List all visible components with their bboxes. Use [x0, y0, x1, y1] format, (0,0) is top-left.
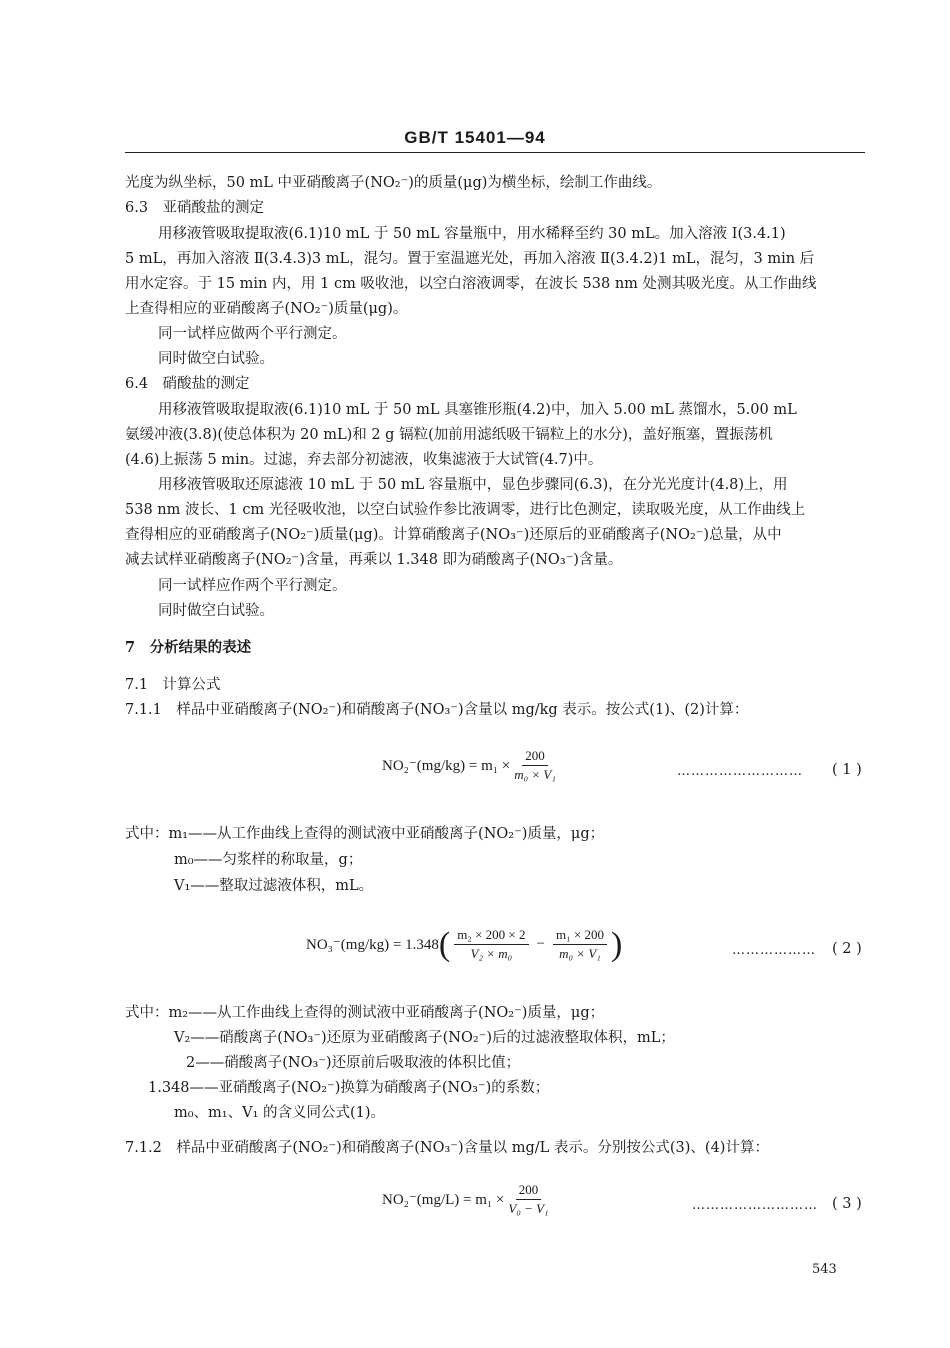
- header-rule: [125, 152, 865, 153]
- paragraph-line: 用水定容。于 15 min 内，用 1 cm 吸收池，以空白溶液调零，在波长 538 nm 处测其吸光度。从工作曲线: [125, 276, 817, 292]
- where-line: V₁——整取过滤液体积，mL。: [174, 878, 374, 894]
- equation-2: [306, 927, 622, 962]
- equation-2-numerator-1: m₂ × 200 × 2: [454, 927, 528, 945]
- where-line: 1.348——亚硝酸离子(NO₂⁻)换算为硝酸离子(NO₃⁻)的系数；: [148, 1080, 550, 1096]
- equation-1-fraction: [514, 748, 556, 783]
- paragraph-line: 5 mL，再加入溶液 Ⅱ(3.4.3)3 mL，混匀。置于室温遮光处，再加入溶液 Ⅱ(3.4.2)1 mL，混匀，3 min 后: [125, 251, 815, 267]
- equation-2-leader: ………………: [732, 943, 816, 958]
- paragraph-line: 538 nm 波长、1 cm 光径吸收池，以空白试验作参比液调零，进行比色测定，读取吸光度，从工作曲线上: [125, 502, 806, 518]
- equation-3-leader: ………………………: [692, 1198, 818, 1213]
- equation-1-numerator: 200: [522, 748, 548, 766]
- paragraph-line: 同时做空白试验。: [158, 603, 274, 619]
- section-6-3-title: 6.3 亚硝酸盐的测定: [125, 200, 265, 216]
- paragraph-line: 减去试样亚硝酸离子(NO₂⁻)含量，再乘以 1.348 即为硝酸离子(NO₃⁻)含量。: [125, 552, 623, 568]
- paragraph-line: 同一试样应做两个平行测定。: [158, 326, 347, 342]
- equation-3: [382, 1182, 553, 1217]
- section-6-4-title: 6.4 硝酸盐的测定: [125, 376, 250, 392]
- where-line: 式中：m₂——从工作曲线上查得的测试液中亚硝酸离子(NO₂⁻)质量，μg；: [125, 1005, 605, 1021]
- equation-2-fraction-1: [454, 927, 528, 962]
- where-line: m₀、m₁、V₁ 的含义同公式(1)。: [174, 1105, 386, 1121]
- equation-2-number: ( 2 ): [832, 941, 862, 957]
- paragraph-line: 用移液管吸取还原滤液 10 mL 于 50 mL 容量瓶中，显色步骤同(6.3)，在分光光度计(4.8)上，用: [158, 477, 788, 493]
- document-header: GB/T 15401—94: [404, 128, 546, 147]
- equation-2-open-paren: (: [438, 925, 451, 963]
- paragraph-line: (4.6)上振荡 5 min。过滤，弃去部分初滤液，收集滤液于大试管(4.7)中。: [125, 452, 603, 468]
- paragraph-line: 光度为纵坐标，50 mL 中亚硝酸离子(NO₂⁻)的质量(μg)为横坐标，绘制工作曲线。: [125, 175, 662, 191]
- equation-2-denominator-1: V₂ × m₀: [470, 946, 513, 961]
- equation-1-number: ( 1 ): [832, 762, 862, 778]
- equation-2-lhs: NO₃⁻(mg/kg) = 1.348: [306, 937, 439, 953]
- equation-2-numerator-2: m₁ × 200: [553, 927, 607, 945]
- paragraph-line: 用移液管吸取提取液(6.1)10 mL 于 50 mL 容量瓶中，用水稀释至约 30 mL。加入溶液 Ⅰ(3.4.1): [158, 226, 786, 242]
- paragraph-line: 同时做空白试验。: [158, 351, 274, 367]
- paragraph-line: 氨缓冲液(3.8)(使总体积为 20 mL)和 2 g 镉粒(加前用滤纸吸干镉粒上的水分)，盖好瓶塞，置振荡机: [125, 427, 773, 443]
- equation-3-numerator: 200: [516, 1182, 542, 1200]
- paragraph-line: 查得相应的亚硝酸离子(NO₂⁻)质量(μg)。计算硝酸离子(NO₃⁻)还原后的亚硝酸离子(NO₂⁻)总量，从中: [125, 527, 782, 543]
- equation-2-close-paren: ): [610, 925, 623, 963]
- paragraph-line: 同一试样应作两个平行测定。: [158, 578, 347, 594]
- equation-2-fraction-2: [553, 927, 607, 962]
- equation-3-fraction: [508, 1182, 548, 1217]
- equation-2-denominator-2: m₀ × V₁: [559, 946, 601, 961]
- where-line: 式中：m₁——从工作曲线上查得的测试液中亚硝酸离子(NO₂⁻)质量，μg；: [125, 826, 605, 842]
- equation-3-lhs: NO₂⁻(mg/L) = m₁ ×: [382, 1192, 505, 1208]
- equation-1-leader: ………………………: [677, 764, 803, 779]
- section-7-title: 7 分析结果的表述: [125, 639, 252, 656]
- section-7-1-title: 7.1 计算公式: [125, 677, 221, 693]
- where-line: m₀——匀浆样的称取量，g；: [174, 852, 363, 868]
- section-7-1-1-text: 7.1.1 样品中亚硝酸离子(NO₂⁻)和硝酸离子(NO₃⁻)含量以 mg/kg 表示。按公式(1)、(2)计算：: [125, 702, 749, 718]
- paragraph-line: 用移液管吸取提取液(6.1)10 mL 于 50 mL 具塞锥形瓶(4.2)中，加入 5.00 mL 蒸馏水，5.00 mL: [158, 402, 797, 418]
- where-line: 2——硝酸离子(NO₃⁻)还原前后吸取液的体积比值；: [186, 1055, 521, 1071]
- page-number: 543: [812, 1262, 837, 1277]
- paragraph-line: 上查得相应的亚硝酸离子(NO₂⁻)质量(μg)。: [125, 301, 408, 317]
- equation-3-denominator: V₀ − V₁: [508, 1201, 549, 1216]
- equation-1-lhs: NO₂⁻(mg/kg) = m₁ ×: [382, 758, 511, 774]
- equation-2-minus: −: [536, 936, 545, 952]
- equation-3-number: ( 3 ): [832, 1196, 862, 1212]
- equation-1: [382, 748, 560, 783]
- where-line: V₂——硝酸离子(NO₃⁻)还原为亚硝酸离子(NO₂⁻)后的过滤液整取体积，mL；: [174, 1030, 675, 1046]
- equation-1-denominator: m₀ × V₁: [514, 767, 556, 782]
- section-7-1-2-text: 7.1.2 样品中亚硝酸离子(NO₂⁻)和硝酸离子(NO₃⁻)含量以 mg/L 表示。分别按公式(3)、(4)计算：: [125, 1140, 769, 1156]
